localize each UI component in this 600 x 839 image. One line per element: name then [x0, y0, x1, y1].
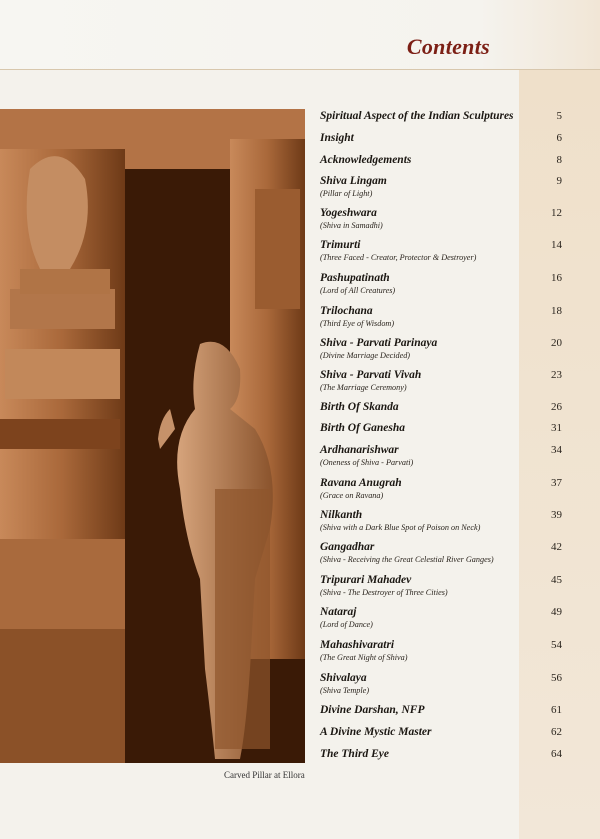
toc-entry[interactable]: [320, 725, 562, 747]
toc-entry-page: 5: [556, 110, 562, 122]
toc-entry[interactable]: [320, 747, 562, 767]
toc-entry-subtitle: (Shiva - Receiving the Great Celestial River Ganges): [320, 555, 494, 564]
toc-entry-page: 16: [551, 272, 562, 284]
toc-entry-page: 20: [551, 337, 562, 349]
toc-entry[interactable]: [320, 540, 562, 573]
toc-entry-subtitle: (Shiva Temple): [320, 686, 370, 695]
toc-entry-title: Divine Darshan, NFP: [320, 704, 425, 716]
toc-entry-subtitle: (Shiva with a Dark Blue Spot of Poison on Neck): [320, 523, 481, 532]
toc-entry-page: 12: [551, 207, 562, 219]
header-rule: [0, 69, 600, 70]
toc-entry-page: 39: [551, 509, 562, 521]
toc-entry-title: Nilkanth: [320, 509, 363, 521]
toc-entry-title: Trimurti: [320, 239, 361, 251]
toc-entry-subtitle: (Divine Marriage Decided): [320, 351, 411, 360]
toc-entry-title: Yogeshwara: [320, 207, 377, 219]
carved-pillar-photo: [0, 109, 305, 763]
toc-entry-subtitle: (Pillar of Light): [320, 189, 373, 198]
toc-entry-title: Mahashivaratri: [320, 639, 395, 651]
page-title: Contents: [406, 34, 490, 59]
toc-entry-title: A Divine Mystic Master: [320, 726, 432, 738]
toc-entry[interactable]: [320, 271, 562, 304]
toc-entry-title: Acknowledgements: [320, 154, 412, 166]
toc-entry-title: Gangadhar: [320, 541, 375, 553]
header-band: [0, 0, 600, 70]
toc-entry-title: Shiva - Parvati Parinaya: [320, 337, 438, 349]
toc-entry-title: The Third Eye: [320, 748, 389, 760]
toc-entry-subtitle: (Shiva - The Destroyer of Three Cities): [320, 588, 448, 597]
toc-entry-title: Shiva - Parvati Vivah: [320, 369, 422, 381]
toc-entry-page: 23: [551, 369, 562, 381]
toc-entry[interactable]: [320, 703, 562, 725]
toc-entry-page: 37: [551, 477, 562, 489]
toc-entry[interactable]: [320, 400, 562, 421]
toc-entry-subtitle: (Oneness of Shiva - Parvati): [320, 458, 414, 467]
toc-entry-subtitle: (Third Eye of Wisdom): [320, 319, 395, 328]
toc-entry-title: Pashupatinath: [320, 272, 390, 284]
toc-entry-title: Shiva Lingam: [320, 175, 387, 187]
toc-entry[interactable]: [320, 671, 562, 703]
toc-entry[interactable]: [320, 153, 562, 174]
toc-entry-page: 56: [551, 672, 562, 684]
toc-entry-page: 31: [551, 422, 562, 434]
toc-entry-title: Trilochana: [320, 305, 373, 317]
toc-entry-title: Ravana Anugrah: [320, 477, 402, 489]
toc-entry-subtitle: (Shiva in Samadhi): [320, 221, 383, 230]
toc-entry-title: Ardhanarishwar: [320, 444, 399, 456]
toc-entry[interactable]: [320, 421, 562, 443]
toc-entry-page: 49: [551, 606, 562, 618]
toc-entry[interactable]: [320, 304, 562, 336]
toc-entry-subtitle: (The Marriage Ceremony): [320, 383, 407, 392]
toc-entry-page: 14: [551, 239, 562, 251]
toc-entry[interactable]: [320, 605, 562, 638]
toc-entry[interactable]: [320, 508, 562, 540]
toc-entry[interactable]: [320, 573, 562, 605]
toc-entry-page: 62: [551, 726, 562, 738]
toc-entry[interactable]: [320, 368, 562, 400]
toc-entry[interactable]: [320, 336, 562, 368]
toc-entry-title: Birth Of Ganesha: [320, 422, 405, 434]
toc-entry-subtitle: (The Great Night of Shiva): [320, 653, 408, 662]
toc-entry-page: 8: [556, 154, 562, 166]
toc-entry[interactable]: [320, 174, 562, 206]
toc-entry[interactable]: [320, 238, 562, 271]
toc-entry-page: 34: [551, 444, 562, 456]
toc-entry-page: 42: [551, 541, 562, 553]
photo-caption: Carved Pillar at Ellora: [224, 770, 305, 780]
toc-entry[interactable]: [320, 476, 562, 508]
toc-entry-subtitle: (Lord of All Creatures): [320, 286, 396, 295]
toc-entry-title: Tripurari Mahadev: [320, 574, 412, 586]
toc-entry-subtitle: (Lord of Dance): [320, 620, 373, 629]
toc-entry[interactable]: [320, 109, 562, 131]
toc-entry-page: 45: [551, 574, 562, 586]
toc-entry[interactable]: [320, 638, 562, 671]
toc-entry-page: 26: [551, 401, 562, 413]
toc-entry-page: 6: [556, 132, 562, 144]
toc-entry-page: 61: [551, 704, 562, 716]
toc-entry-page: 64: [551, 748, 562, 760]
toc-entry[interactable]: [320, 206, 562, 238]
toc-entry-title: Birth Of Skanda: [320, 401, 399, 413]
toc-entry-subtitle: (Grace on Ravana): [320, 491, 384, 500]
toc-entry-page: 18: [551, 305, 562, 317]
toc-entry-title: Insight: [320, 132, 354, 144]
toc-entry[interactable]: [320, 131, 562, 153]
toc-entry-title: Spiritual Aspect of the Indian Sculptures: [320, 110, 514, 122]
toc-entry-page: 9: [556, 175, 562, 187]
toc-entry[interactable]: [320, 443, 562, 476]
table-of-contents: [320, 109, 562, 767]
toc-entry-subtitle: (Three Faced - Creator, Protector & Destroyer): [320, 253, 477, 262]
toc-entry-title: Shivalaya: [320, 672, 367, 684]
toc-entry-title: Nataraj: [320, 606, 357, 618]
toc-entry-page: 54: [551, 639, 562, 651]
